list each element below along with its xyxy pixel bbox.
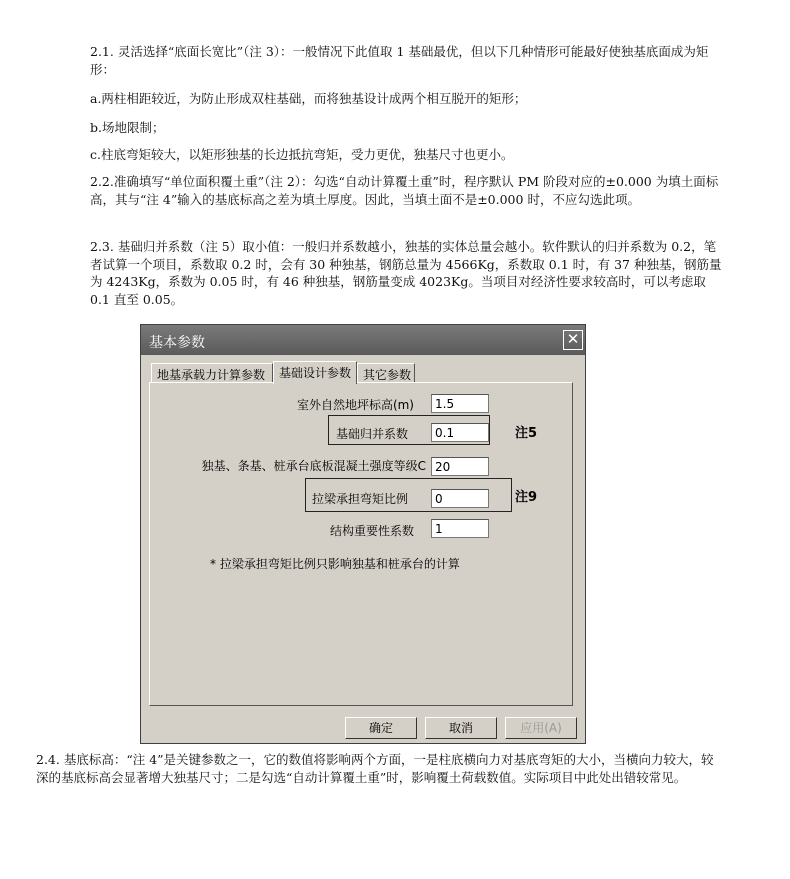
importance-coef-input[interactable]: 1 [431, 519, 489, 538]
tie-beam-ratio-input[interactable]: 0 [431, 489, 489, 508]
note-9-label: 注9 [515, 490, 538, 505]
tie-beam-ratio-label: 拉梁承担弯矩比例 [311, 492, 408, 506]
paragraph-2-1-c: c.柱底弯矩较大，以矩形独基的长边抵抗弯矩，受力更优，独基尺寸也更小。 [90, 147, 514, 162]
basic-params-dialog [140, 324, 586, 744]
paragraph-2-4: 2.4. 基底标高：“注 4”是关键参数之一，它的数值将影响两个方面，一是柱底横向力对基底弯矩的大小，当横向力较大，较深的基底标高会显著增大独基尺寸；二是勾选“自动计算覆土重”时，影响覆土荷载数值。实际项目中此处出错较常见。 [36, 752, 714, 785]
paragraph-2-3: 2.3. 基础归并系数（注 5）取小值：一般归并系数越小，独基的实体总量会越小。软件默认的归并系数为 0.2，笔者试算一个项目，系数取 0.2 时，会有 30 种独基，钢筋总量为 4566Kg，系数取 0.1 时，有 37 种独基，钢筋量为 4243Kg，系数为 0.05 时，有 46 种独基，钢筋量变成 4023Kg。当项目对经济性要求较高时，可以考虑取 0.1 直至 0.05。 [90, 239, 722, 307]
cancel-button[interactable]: 取消 [425, 717, 497, 739]
ok-button[interactable]: 确定 [345, 717, 417, 739]
tab-panel [149, 382, 573, 706]
importance-coef-label: 结构重要性系数 [329, 524, 414, 538]
tab-foundation-design[interactable]: 基础设计参数 [273, 361, 357, 384]
close-icon[interactable]: ✕ [563, 330, 583, 350]
merge-coef-label: 基础归并系数 [335, 427, 408, 441]
concrete-grade-label: 独基、条基、桩承台底板混凝土强度等级C [201, 459, 426, 473]
merge-coef-input[interactable]: 0.1 [431, 423, 489, 442]
dialog-title: 基本参数 [149, 335, 205, 351]
paragraph-2-1-a: a.两柱相距较近，为防止形成双柱基础，而将独基设计成两个相互脱开的矩形； [90, 91, 527, 106]
paragraph-2-1: 2.1. 灵活选择“底面长宽比”（注 3）：一般情况下此值取 1 基础最优，但以下几种情形可能最好使独基底面成为矩形： [90, 44, 709, 77]
dialog-titlebar[interactable] [141, 325, 585, 355]
paragraph-2-2: 2.2.准确填写“单位面积覆土重”（注 2）：勾选“自动计算覆土重”时，程序默认 PM 阶段对应的±0.000 为填土面标高，其与“注 4”输入的基底标高之差为填土厚度。因此，当填土面不是±0.000 时，不应勾选此项。 [90, 174, 719, 207]
tab-other-params[interactable]: 其它参数 [357, 363, 415, 382]
paragraph-2-1-b: b.场地限制； [90, 120, 165, 135]
tie-beam-footnote: * 拉梁承担弯矩比例只影响独基和桩承台的计算 [210, 557, 460, 571]
ground-elevation-input[interactable]: 1.5 [431, 394, 489, 413]
concrete-grade-input[interactable]: 20 [431, 457, 489, 476]
note-5-label: 注5 [515, 426, 538, 441]
tab-bearing-capacity[interactable]: 地基承载力计算参数 [151, 363, 273, 382]
ground-elevation-label: 室外自然地坪标高(m) [296, 398, 414, 412]
apply-button[interactable]: 应用(A) [505, 717, 577, 739]
